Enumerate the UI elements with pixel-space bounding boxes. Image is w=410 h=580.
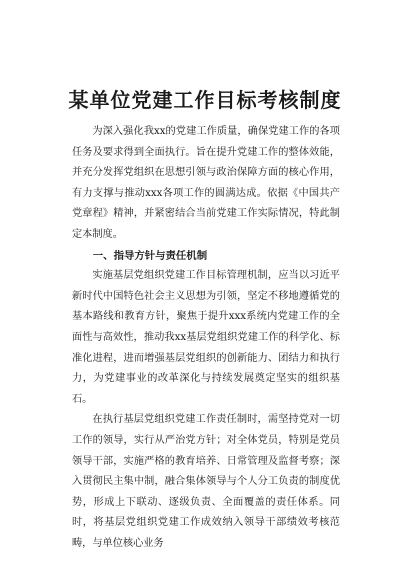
intro-paragraph: 为深入强化我xx的党建工作质量，确保党建工作的各项任务及要求得到全面执行。旨在提升党建工作的整体效能，并充分发挥党组织在思想引领与政治保障方面的核心作用，有力支撑与推动xxx各项工作的圆满达成。依据《中国共产党章程》精神，并紧密结合当前党建工作实际情况，特此制定本制度。 [72, 126, 340, 240]
body-paragraph: 在执行基层党组织党建工作责任制时，需坚持党对一切工作的领导，实行从严治党方针；对全体党员，特别是党员领导干部，实施严格的教育培养、日常管理及监督考察；深入贯彻民主集中制，融合集体领导与个人分工负责的制度优势，形成上下联动、逐级负责、全面覆盖的责任体系。同时，将基层党组织党建工作成效纳入领导干部绩效考核范畴，与单位核心业务 [72, 414, 340, 549]
body-paragraph: 实施基层党组织党建工作目标管理机制，应当以习近平新时代中国特色社会主义思想为引领，坚定不移地遵循党的基本路线和教育方针，聚焦于提升xxx系统内党建工作的全面性与高效性，推动我xx基层党组织党建工作的科学化、标准化进程，进而增强基层党组织的创新能力、团结力和执行力，为党建事业的改革深化与持续发展奠定坚实的组织基石。 [72, 270, 340, 405]
document-body [72, 122, 340, 554]
document-title: 某单位党建工作目标考核制度 [68, 88, 342, 112]
section-heading: 一、指导方针与责任机制 [92, 249, 208, 262]
